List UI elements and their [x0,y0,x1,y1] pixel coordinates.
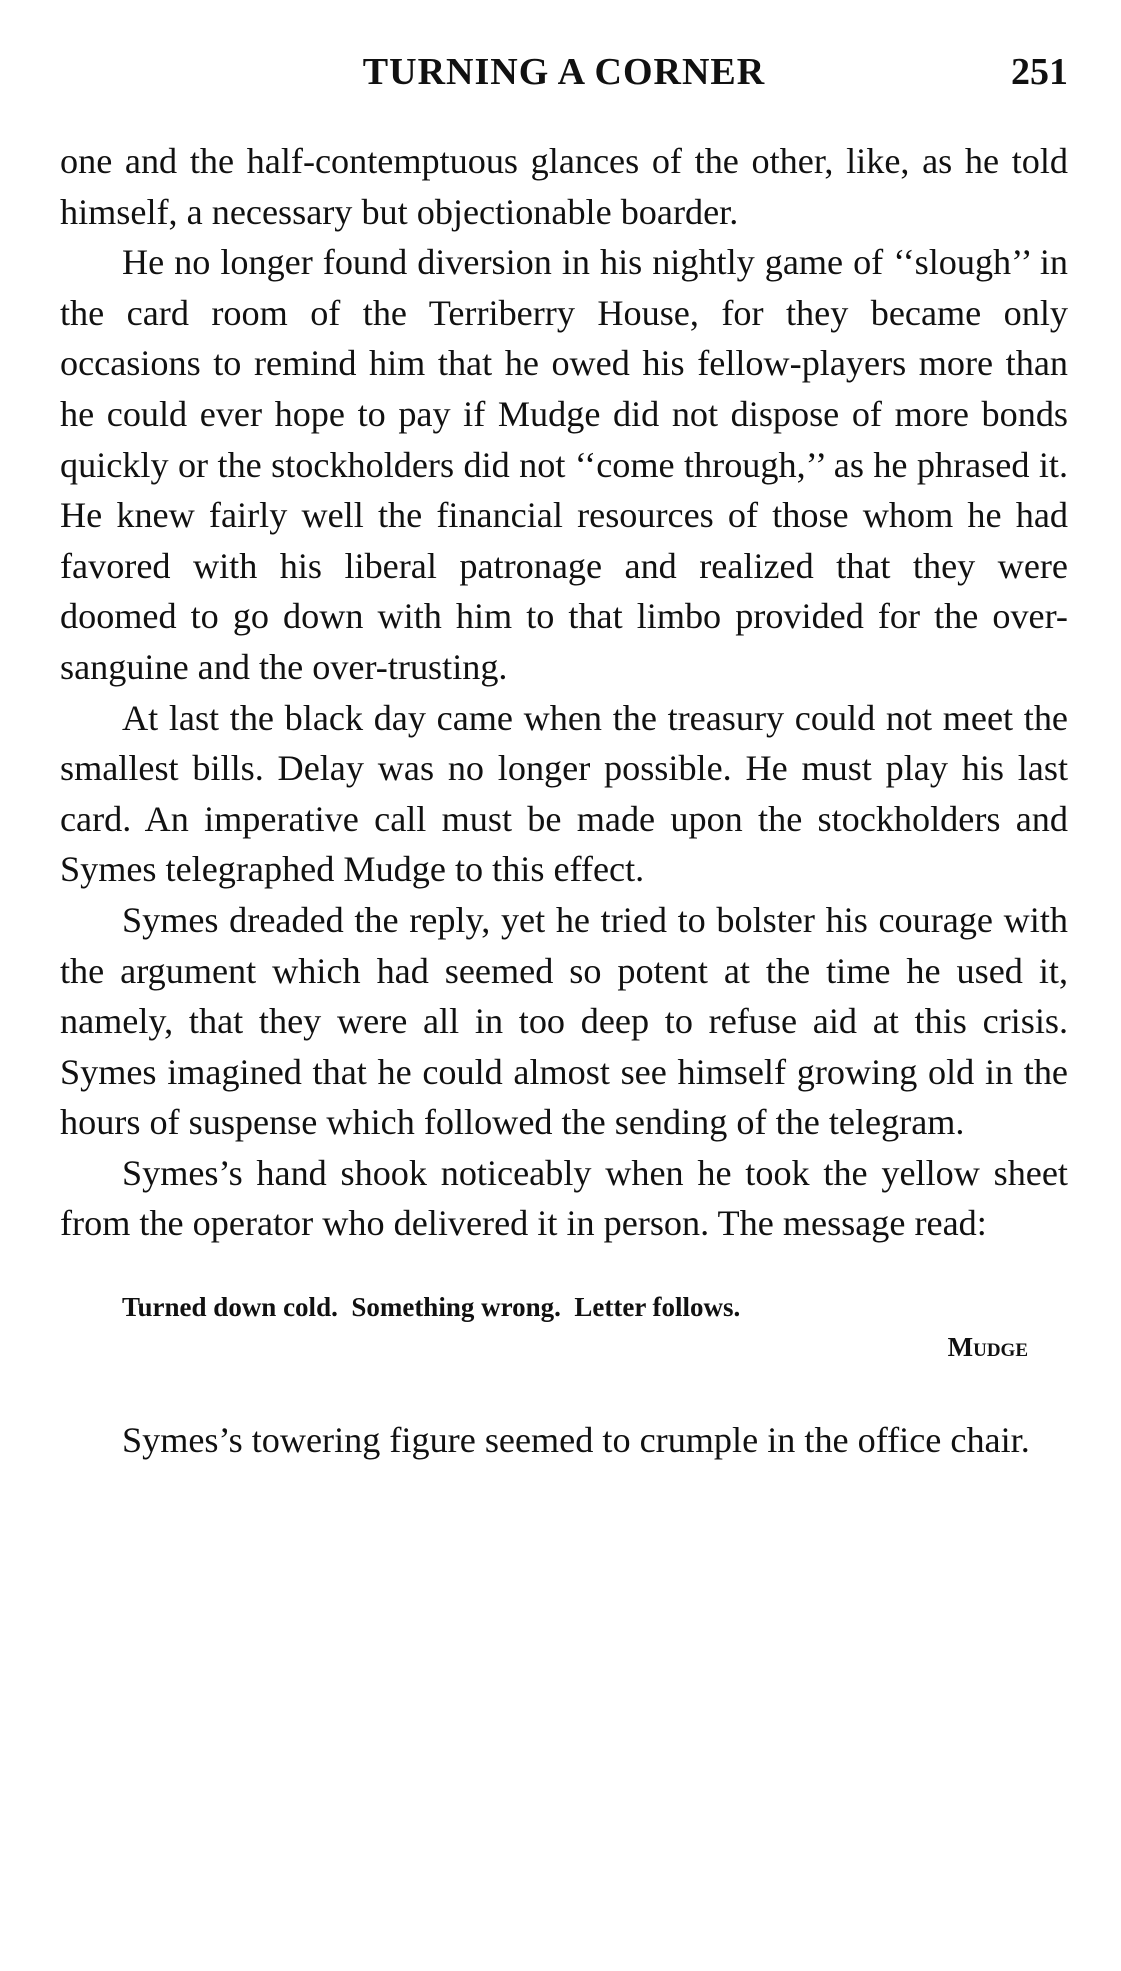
telegram-message: Turned down cold. Something wrong. Letter follows. [122,1292,741,1323]
running-head [60,50,1068,110]
paragraph: At last the black day came when the treasury could not meet the smallest bills. Delay was no longer possible. He must play his last card. An imperative call must be made upon the stockholders and Symes telegraphed Mudge to this effect. [60,697,1068,890]
telegram-signature: Mudge [947,1332,1028,1363]
page-number: 251 [1011,51,1068,93]
paragraph: Symes’s hand shook noticeably when he took the yellow sheet from the operator who delivered it in person. The message read: [60,1152,1068,1244]
paragraph-final: Symes’s towering figure seemed to crumple in the office chair. [122,1420,1030,1461]
paragraph: He no longer found diversion in his nightly game of ‘‘slough’’ in the card room of the Terriberry House, for they became only occasions to remind him that he owed his fellow-players more than he could ever hope to pay if Mudge did not dispose of more bonds quickly or the stockholders did not ‘‘come through,’’ as he phrased it. He knew fairly well the financial resources of those whom he had favored with his liberal patronage and realized that they were doomed to go down with him to that limbo provided for the over-sanguine and the over-trusting. [60,242,1068,687]
running-title: TURNING A CORNER [362,51,766,93]
book-page [60,50,1068,1466]
body-text [60,136,1068,1466]
paragraph: Symes dreaded the reply, yet he tried to bolster his courage with the argument which had seemed so potent at the time he used it, namely, that they were all in too deep to refuse aid at this crisis. Symes imagined that he could almost see himself growing old in the hours of suspense which followed the sending of the telegram. [60,899,1068,1143]
paragraph-continued: one and the half-contemptuous glances of the other, like, as he told himself, a necessary but objectionable boarder. [60,141,1068,232]
